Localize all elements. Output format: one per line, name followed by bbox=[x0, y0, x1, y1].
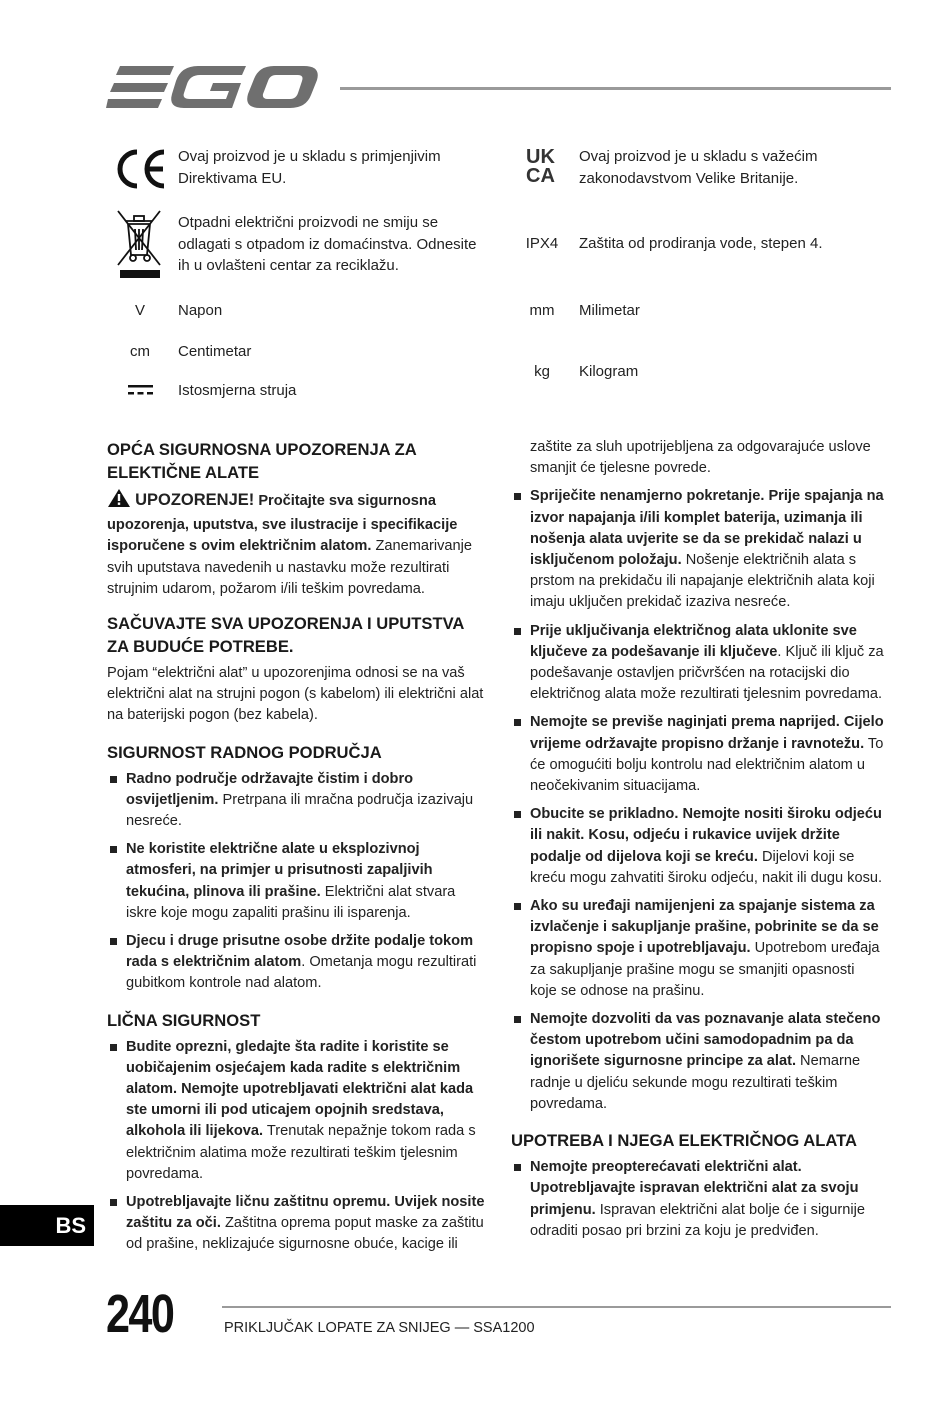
work-area-list bbox=[107, 769, 488, 995]
list-item: Upotrebljavajte ličnu zaštitnu opremu. Uvijek nosite zaštitu za oči. Zaštitna oprema poput maske za zaštitu od prašine, neklizajuće sigurnosne obuće, kacige ili bbox=[107, 1192, 488, 1256]
ukca-line-1: UK bbox=[526, 146, 555, 168]
dc-description: Istosmjerna struja bbox=[178, 382, 297, 399]
list-item: Djecu i druge prisutne osobe držite podalje tokom rada s električnim alatom. Ometanja mogu rezultirati gubitkom kontrole nad alatom. bbox=[107, 931, 488, 995]
personal-safety-list bbox=[107, 1037, 488, 1256]
term-paragraph: Pojam “električni alat” u upozorenjima odnosi se na vaš električni alat na strujni pogon (s kabelom) ili električni alat na baterijski pogon (bez kabela). bbox=[107, 665, 484, 724]
ukca-mark-icon bbox=[526, 148, 562, 188]
ce-description: Ovaj proizvod je u skladu s primjenjivim Direktivama EU. bbox=[178, 148, 441, 187]
ipx4-symbol: IPX4 bbox=[525, 235, 559, 252]
heading-save-warnings: SAČUVAJTE SVA UPOZORENJA I UPUTSTVA ZA BUDUĆE POTREBE. bbox=[107, 614, 464, 657]
volt-symbol: V bbox=[134, 302, 145, 319]
ipx4-description: Zaštita od prodiranja vode, stepen 4. bbox=[579, 235, 823, 252]
heading-general-warnings: OPĆA SIGURNOSNA UPOZORENJA ZA ELEKTIČNE ALATE bbox=[107, 440, 417, 482]
kg-description: Kilogram bbox=[579, 363, 639, 380]
footer-rule bbox=[222, 1306, 891, 1308]
footer-document-title: PRIKLJUČAK LOPATE ZA SNIJEG — SSA1200 bbox=[224, 1320, 535, 1336]
ce-mark-icon bbox=[113, 149, 168, 189]
list-item: Nemojte se previše naginjati prema naprijed. Cijelo vrijeme održavajte propisno držanje i ravnotežu. To će omogućiti bolju kontrolu nad električnim alatom u neočekivanim situacijama. bbox=[511, 712, 885, 797]
list-item: Radno područje održavajte čistim i dobro osvijetljenim. Pretrpana ili mračna područja izazivaju nesreće. bbox=[107, 769, 488, 833]
heading-personal-safety: LIČNA SIGURNOST bbox=[107, 1010, 261, 1030]
warning-triangle-icon bbox=[107, 488, 131, 515]
tool-use-list bbox=[511, 1157, 885, 1242]
list-item: Budite oprezni, gledajte šta radite i koristite se uobičajenim osjećajem kada radite s električnim alatom. Nemojte upotrebljavati električni alat kada ste umorni ili pod uticajem opojnih sredstava, alkohola ili lijekova. Trenutak nepažnje tokom rada s električnim alatima može rezultirati teškim tjelesnim povredama. bbox=[107, 1037, 488, 1185]
direct-current-icon bbox=[128, 383, 153, 397]
header-rule bbox=[340, 87, 891, 90]
weee-bin-icon bbox=[114, 207, 164, 281]
list-item: Nemojte preopterećavati električni alat. Upotrebljavajte ispravan električni alat za svoju primjenu. Ispravan električni alat bolje će i sigurnije odraditi posao pri brzini za koju je predviđen. bbox=[511, 1157, 885, 1242]
volt-description: Napon bbox=[178, 302, 223, 319]
cm-description: Centimetar bbox=[178, 343, 252, 360]
personal-safety-list-continued bbox=[511, 486, 885, 1115]
warning-bold-text: Pročitajte sva sigurnosna upozorenja, uputstva, sve ilustracije i specifikacije isporučene s ovim električnim alatom. bbox=[107, 493, 458, 555]
warning-paragraph bbox=[107, 488, 488, 600]
right-column bbox=[511, 437, 885, 1242]
mm-description: Milimetar bbox=[579, 302, 640, 319]
language-tab: BS bbox=[0, 1205, 94, 1246]
heading-tool-use-care: UPOTREBA I NJEGA ELEKTRIČNOG ALATA bbox=[511, 1131, 858, 1151]
list-item: Prije uključivanja električnog alata uklonite sve ključeve za podešavanje ili ključeve. Ključ ili ključ za podešavanje ostavljen pričvršćen na rotacijski dio električnog alata može rezultirati tjelesnim povredama. bbox=[511, 621, 885, 706]
list-item: Obucite se prikladno. Nemojte nositi široku odjeću ili nakit. Kosu, odjeću i rukavice uvijek držite podalje od dijelova koji se kreću. Dijelovi koji se kreću mogu zahvatiti široku odjeću, nakit ili dugu kosu. bbox=[511, 804, 885, 889]
warning-label: UPOZORENJE! bbox=[135, 491, 255, 509]
heading-work-area-safety: SIGURNOST RADNOG PODRUČJA bbox=[107, 742, 382, 762]
ukca-description: Ovaj proizvod je u skladu s važećim zakonodavstvom Velike Britanije. bbox=[579, 148, 818, 187]
list-item: Ne koristite električne alate u eksplozivnoj atmosferi, na primjer u prisutnosti zapaljivih tekućina, plinova ili prašine. Električni alat stvara iskre koje mogu zapaliti prašinu ili isparenja. bbox=[107, 839, 488, 924]
mm-symbol: mm bbox=[529, 302, 555, 319]
ukca-line-2: CA bbox=[526, 165, 555, 187]
left-column bbox=[107, 438, 488, 1256]
weee-description: Otpadni električni proizvodi ne smiju se odlagati s otpadom iz domaćinstva. Odnesite ih u ovlašteni centar za reciklažu. bbox=[178, 214, 477, 274]
page-number: 240 bbox=[106, 1284, 174, 1344]
kg-symbol: kg bbox=[534, 363, 550, 380]
continued-paragraph: zaštite za sluh upotrijebljena za odgovarajuće uslove smanjit će tjelesne povrede. bbox=[530, 439, 871, 477]
list-item: Spriječite nenamjerno pokretanje. Prije spajanja na izvor napajanja i/ili komplet baterija, uzimanja ili nošenja alata uvjerite se da se prekidač nalazi u isključenom položaju. Nošenje električnih alata s prstom na prekidaču ili napajanje električnih alata koji imaju uključen prekidač izaziva nesreće. bbox=[511, 486, 885, 613]
list-item: Nemojte dozvoliti da vas poznavanje alata stečeno čestom upotrebom učini samodopadnim pa da ignorišete sigurnosne principe za alat. Nemarne radnje u djeliću sekunde mogu rezultirati teškim povredama. bbox=[511, 1009, 885, 1115]
warning-rest-text: Zanemarivanje svih uputstava navedenih u nastavku može rezultirati strujnim udarom, požarom i/ili teškim povredama. bbox=[107, 538, 472, 597]
cm-symbol: cm bbox=[130, 343, 150, 360]
ego-logo bbox=[106, 62, 321, 112]
list-item: Ako su uređaji namijenjeni za spajanje sistema za izvlačenje i sakupljanje prašine, pobrinite se da se propisno spoje i upotrebljavaju. Upotrebom uređaja za sakupljanje prašine mogu se smanjiti opasnosti koje se odnose na prašinu. bbox=[511, 896, 885, 1002]
